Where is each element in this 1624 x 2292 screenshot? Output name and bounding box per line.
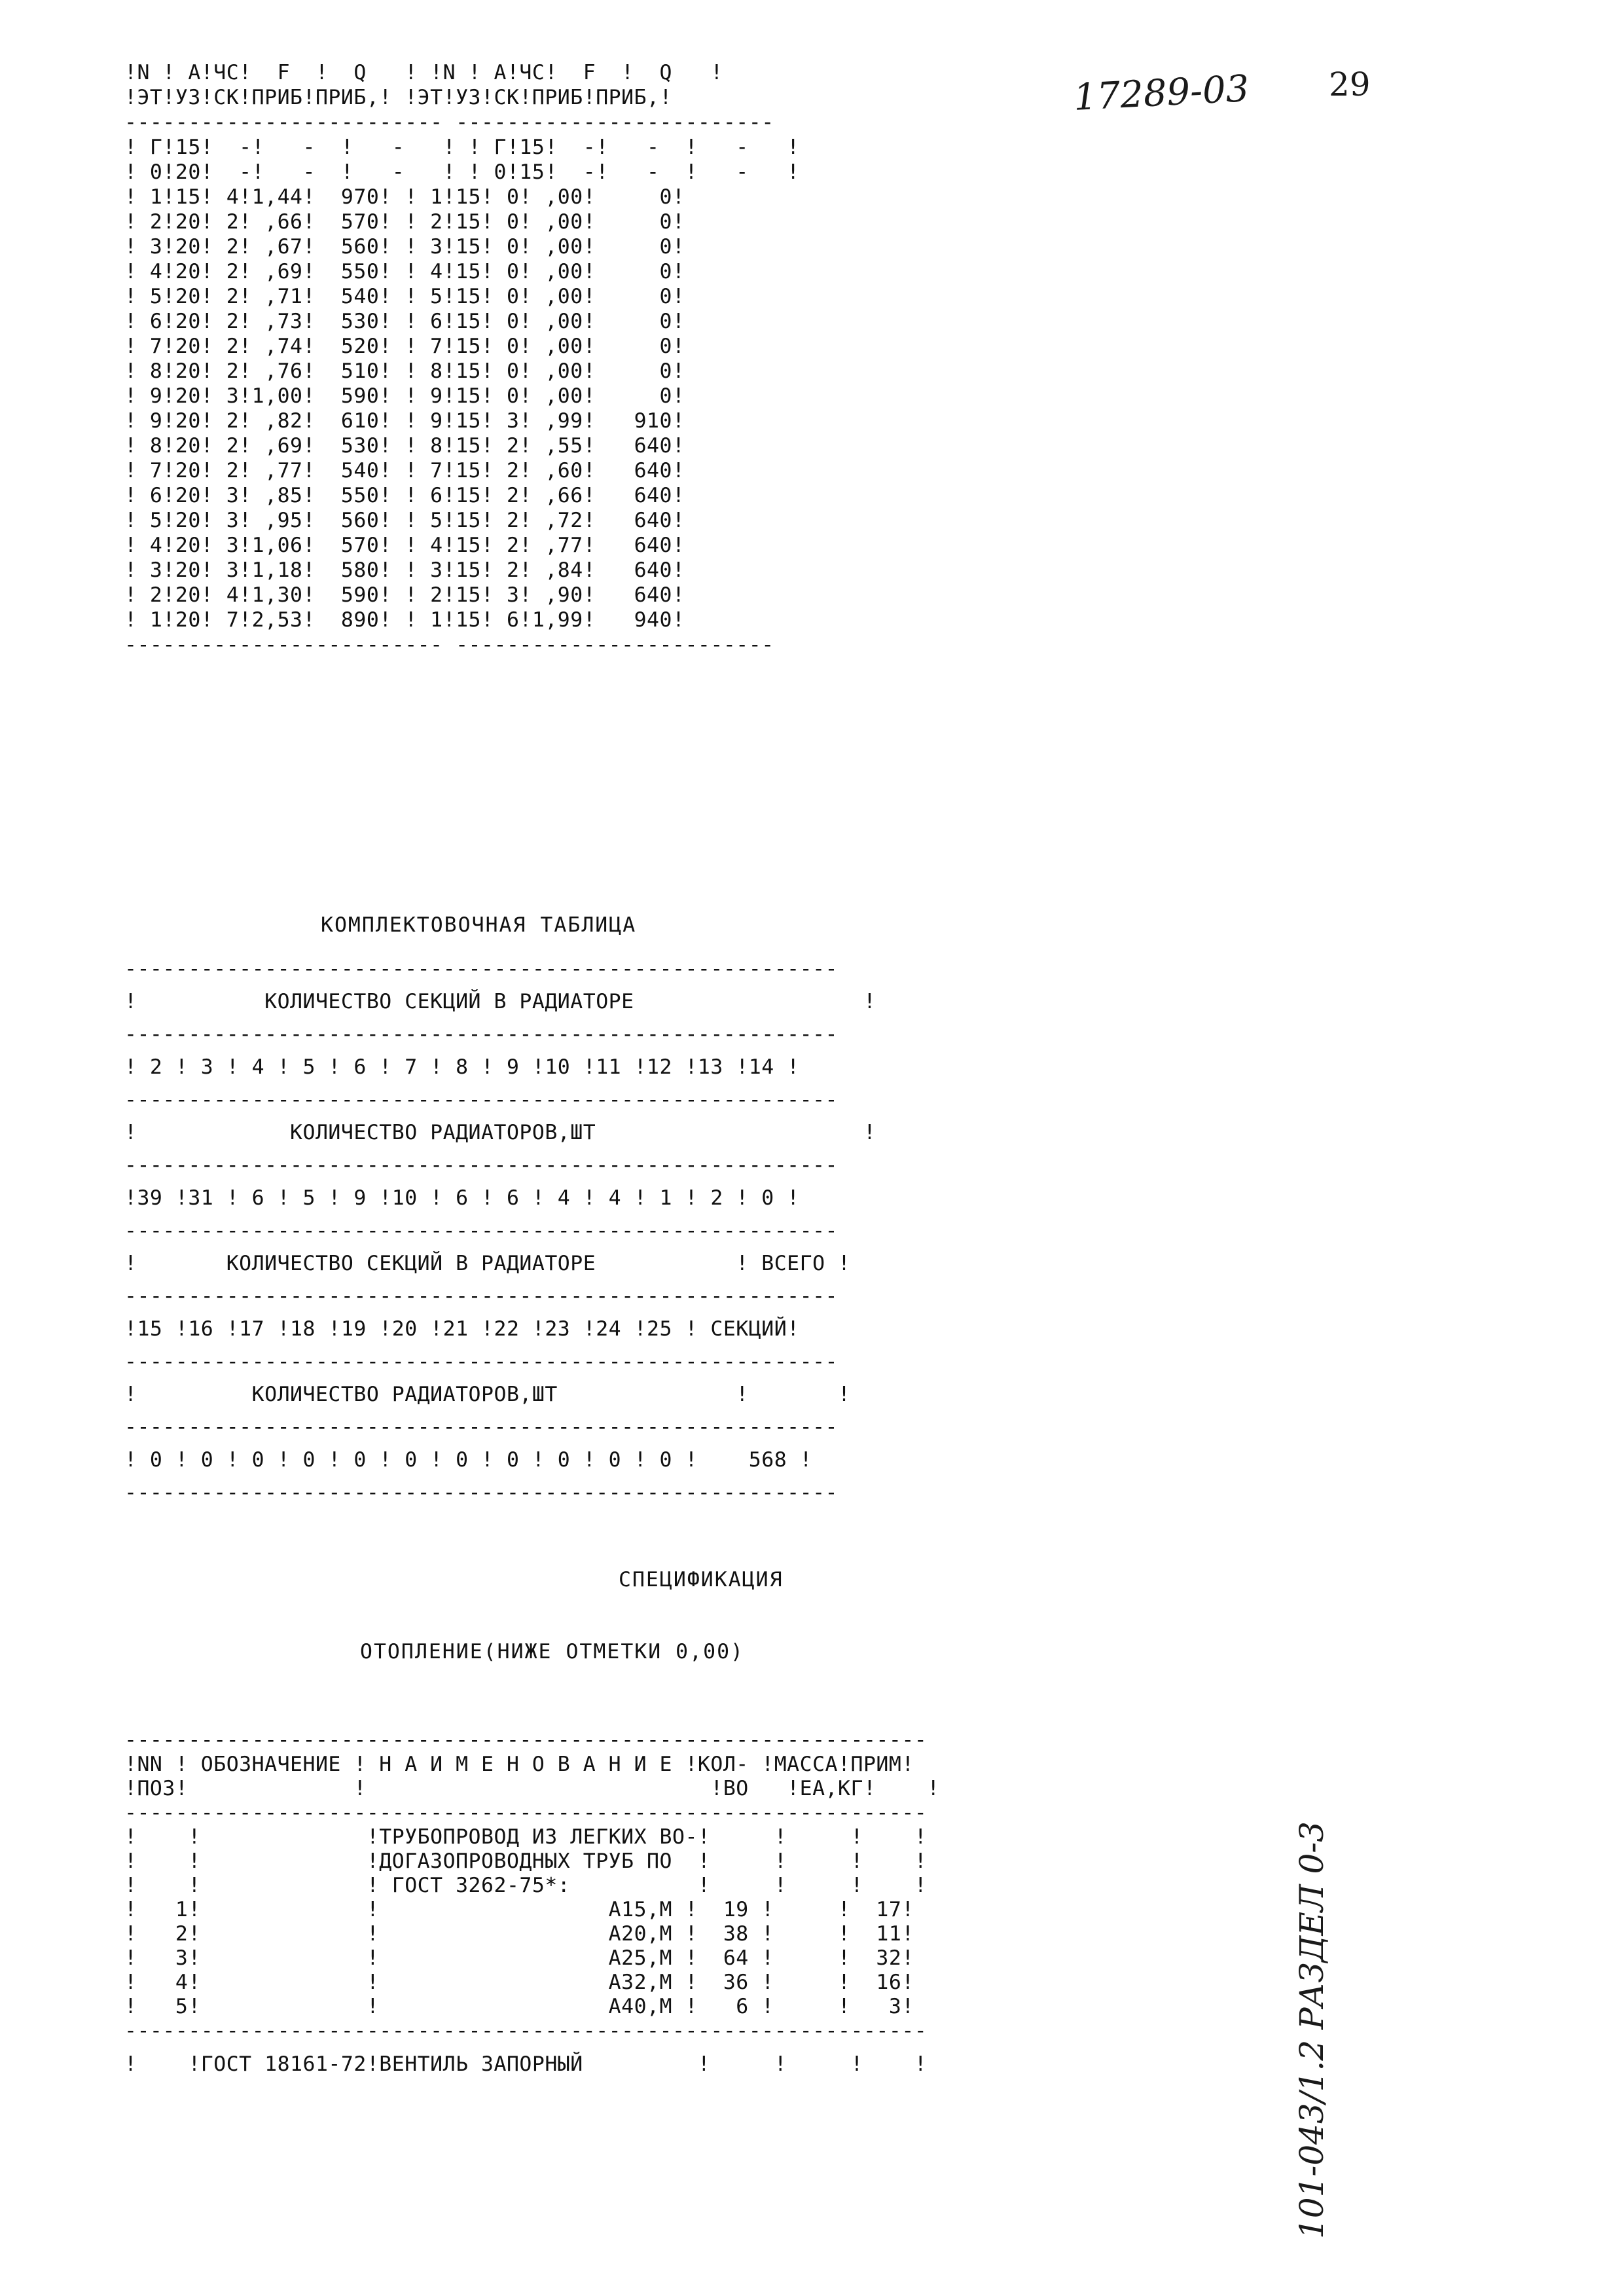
kit-table-line: !15 !16 !17 !18 !19 !20 !21 !22 !23 !24 !25 ! СЕКЦИЙ! — [124, 1317, 800, 1341]
spec-table-rule: --------------------------------------------------------------- — [124, 1728, 928, 1752]
kit-table-line: !39 !31 ! 6 ! 5 ! 9 !10 ! 6 ! 6 ! 4 ! 4 ! 1 ! 2 ! 0 ! — [124, 1186, 800, 1210]
spec-table-row: ! ! !ДОГАЗОПРОВОДНЫХ ТРУБ ПО ! ! ! ! — [124, 1849, 928, 1873]
top-table-row: ! 9!20! 2! ,82! 610! ! 9!15! 3! ,99! 910! — [124, 409, 685, 433]
top-table-header-line: !ЭТ!УЗ!СК!ПРИБ!ПРИБ,! !ЭТ!УЗ!СК!ПРИБ!ПРИБ,! — [124, 86, 672, 109]
kit-table-rule: -------------------------------------------------------- — [124, 1481, 839, 1504]
page-number: 29 — [1329, 65, 1371, 103]
kit-table-rule: -------------------------------------------------------- — [124, 1219, 839, 1243]
spec-title: СПЕЦИФИКАЦИЯ — [619, 1568, 784, 1592]
kit-table-line: ! КОЛИЧЕСТВО РАДИАТОРОВ,ШТ ! — [124, 1121, 876, 1144]
top-table-row: ! 7!20! 2! ,77! 540! ! 7!15! 2! ,60! 640! — [124, 459, 685, 482]
top-table-row: ! 2!20! 2! ,66! 570! ! 2!15! 0! ,00! 0! — [124, 210, 685, 234]
spec-table-row: ! 1! ! А15,М ! 19 ! ! 17! — [124, 1898, 914, 1921]
top-table-row: ! 3!20! 2! ,67! 560! ! 3!15! 0! ,00! 0! — [124, 235, 685, 259]
spec-table-rule: --------------------------------------------------------------- — [124, 2019, 928, 2043]
kit-table-rule: -------------------------------------------------------- — [124, 1284, 839, 1308]
top-table-row: ! 5!20! 2! ,71! 540! ! 5!15! 0! ,00! 0! — [124, 285, 685, 308]
spec-table-row: ! ! !ТРУБОПРОВОД ИЗ ЛЕГКИХ ВО-! ! ! ! — [124, 1825, 928, 1849]
spec-table-header-line: !ПОЗ! ! !ВО !ЕА,КГ! ! — [124, 1777, 940, 1800]
top-table-row: ! 9!20! 3!1,00! 590! ! 9!15! 0! ,00! 0! — [124, 384, 685, 408]
top-table-rule: ------------------------- ------------------------- — [124, 633, 774, 657]
spec-table — [124, 1728, 940, 2077]
kit-table-title: КОМПЛЕКТОВОЧНАЯ ТАБЛИЦА — [321, 913, 637, 937]
kit-table-line: ! 2 ! 3 ! 4 ! 5 ! 6 ! 7 ! 8 ! 9 !10 !11 !12 !13 !14 ! — [124, 1055, 800, 1079]
top-table-row: ! 7!20! 2! ,74! 520! ! 7!15! 0! ,00! 0! — [124, 335, 685, 358]
kit-table-rule: -------------------------------------------------------- — [124, 1415, 839, 1439]
top-table-row: ! 0!20! -! - ! - ! ! 0!15! -! - ! - ! — [124, 160, 800, 184]
top-table-row: ! 4!20! 2! ,69! 550! ! 4!15! 0! ,00! 0! — [124, 260, 685, 283]
kit-table-line: ! 0 ! 0 ! 0 ! 0 ! 0 ! 0 ! 0 ! 0 ! 0 ! 0 ! 0 ! 568 ! — [124, 1448, 813, 1472]
spec-table-row: ! 5! ! А40,М ! 6 ! ! 3! — [124, 1995, 914, 2018]
kit-table-line: ! КОЛИЧЕСТВО СЕКЦИЙ В РАДИАТОРЕ ! ВСЕГО ! — [124, 1252, 851, 1275]
spec-table-row: ! 3! ! А25,М ! 64 ! ! 32! — [124, 1946, 914, 1970]
handwritten-doc-code: 17289-03 — [1072, 67, 1250, 119]
top-table-row: ! 8!20! 2! ,69! 530! ! 8!15! 2! ,55! 640! — [124, 434, 685, 458]
spec-table-row: ! 4! ! А32,М ! 36 ! ! 16! — [124, 1971, 914, 1994]
top-table-row: ! 6!20! 2! ,73! 530! ! 6!15! 0! ,00! 0! — [124, 310, 685, 333]
top-table-rule: ------------------------- ------------------------- — [124, 111, 774, 134]
kit-table-line: ! КОЛИЧЕСТВО РАДИАТОРОВ,ШТ ! ! — [124, 1383, 851, 1406]
top-table-row: ! 6!20! 3! ,85! 550! ! 6!15! 2! ,66! 640! — [124, 484, 685, 507]
spec-table-row: ! ! ! ГОСТ 3262-75*: ! ! ! ! — [124, 1874, 928, 1897]
side-section-label: 101-043/1.2 РАЗДЕЛ 0-3 — [1293, 1821, 1331, 2239]
top-table-row: ! 8!20! 2! ,76! 510! ! 8!15! 0! ,00! 0! — [124, 359, 685, 383]
kit-table-rule: -------------------------------------------------------- — [124, 1154, 839, 1177]
spec-subtitle: ОТОПЛЕНИЕ(НИЖЕ ОТМЕТКИ 0,00) — [360, 1640, 745, 1664]
kit-table-rule: -------------------------------------------------------- — [124, 1350, 839, 1373]
kit-table — [124, 953, 876, 1509]
spec-table-rule: --------------------------------------------------------------- — [124, 1801, 928, 1825]
top-table-row: ! 5!20! 3! ,95! 560! ! 5!15! 2! ,72! 640! — [124, 509, 685, 532]
top-table-row: ! 4!20! 3!1,06! 570! ! 4!15! 2! ,77! 640! — [124, 534, 685, 557]
kit-table-rule: -------------------------------------------------------- — [124, 957, 839, 981]
spec-table-row: ! 2! ! А20,М ! 38 ! ! 11! — [124, 1922, 914, 1946]
top-table-row: ! Г!15! -! - ! - ! ! Г!15! -! - ! - ! — [124, 136, 800, 159]
top-table-row: ! 2!20! 4!1,30! 590! ! 2!15! 3! ,90! 640! — [124, 583, 685, 607]
top-table-header-line: !N ! А!ЧС! F ! Q ! !N ! А!ЧС! F ! Q ! — [124, 61, 723, 84]
top-table-row: ! 1!15! 4!1,44! 970! ! 1!15! 0! ,00! 0! — [124, 185, 685, 209]
spec-table-header-line: !NN ! ОБОЗНАЧЕНИЕ ! Н А И М Е Н О В А Н И Е !КОЛ- !МАССА!ПРИМ! — [124, 1753, 914, 1776]
top-table-row: ! 1!20! 7!2,53! 890! ! 1!15! 6!1,99! 940! — [124, 608, 685, 632]
kit-table-line: ! КОЛИЧЕСТВО СЕКЦИЙ В РАДИАТОРЕ ! — [124, 990, 876, 1013]
spec-table-row: ! !ГОСТ 18161-72!ВЕНТИЛЬ ЗАПОРНЫЙ ! ! ! ! — [124, 2052, 928, 2076]
top-table-row: ! 3!20! 3!1,18! 580! ! 3!15! 2! ,84! 640! — [124, 558, 685, 582]
kit-table-rule: -------------------------------------------------------- — [124, 1023, 839, 1046]
kit-table-rule: -------------------------------------------------------- — [124, 1088, 839, 1112]
top-table — [124, 60, 800, 657]
